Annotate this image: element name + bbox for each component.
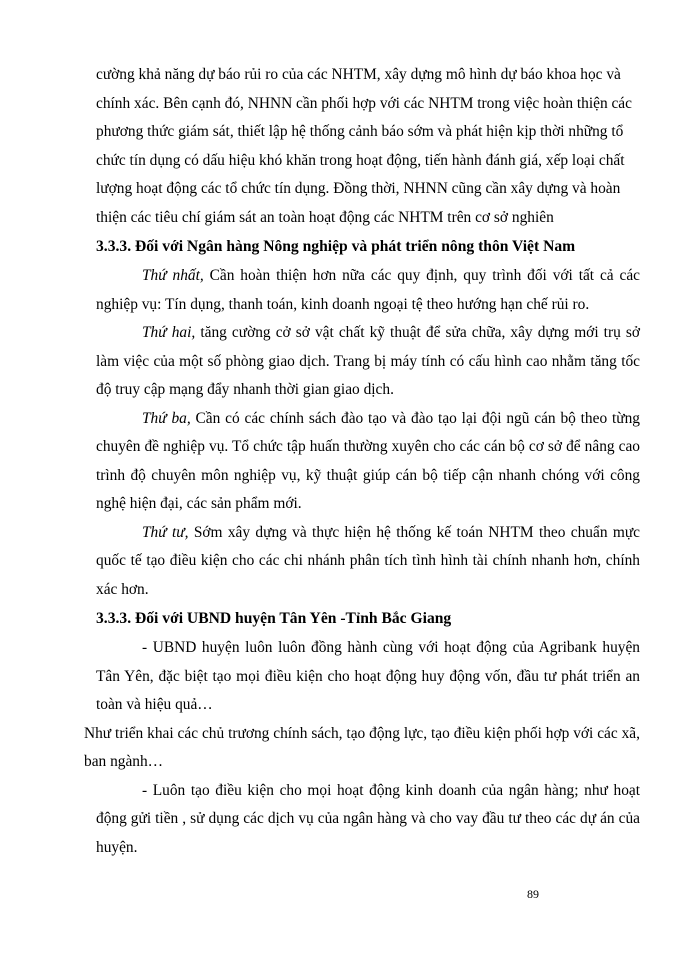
section-heading-agribank: 3.3.3. Đối với Ngân hàng Nông nghiệp và phát triển nông thôn Việt Nam bbox=[96, 238, 576, 255]
document-page bbox=[84, 61, 641, 862]
ubnd-paragraph-1: - UBND huyện luôn luôn đồng hành cùng với hoạt động của Agribank huyện Tân Yên, đặc biệt tạo mọi điều kiện cho hoạt động huy động vốn, đầu tư phát triển an toàn và hiệu quả… bbox=[96, 639, 640, 713]
first-point-body: Cần hoàn thiện hơn nữa các quy định, quy trình đối với tất cả các nghiệp vụ: Tín dụng, thanh toán, kinh doanh ngoại tệ theo hướng hạn chế rủi ro. bbox=[96, 267, 640, 313]
second-point-lead: Thứ hai, bbox=[142, 324, 196, 341]
second-point-paragraph bbox=[96, 319, 640, 405]
third-point-lead: Thứ ba, bbox=[142, 409, 191, 427]
second-point-body: tăng cường cở sở vật chất kỹ thuật để sửa chữa, xây dựng mới trụ sở làm việc của một số phòng giao dịch. Trang bị máy tính có cấu hình cao nhằm tăng tốc độ truy cập mạng đẩy nhanh thời gian giao dịch. bbox=[96, 324, 640, 398]
first-point-paragraph bbox=[96, 262, 640, 319]
section-heading-ubnd: 3.3.3. Đối với UBND huyện Tân Yên -Tỉnh Bắc Giang bbox=[96, 610, 452, 627]
first-point-lead: Thứ nhất, bbox=[142, 267, 204, 284]
fourth-point-body: Sớm xây dựng và thực hiện hệ thống kế toán NHTM theo chuẩn mực quốc tế tạo điều kiện cho các chi nhánh phân tích tình hình tài chính nhanh hơn, chính xác hơn. bbox=[96, 523, 641, 598]
page-number: 89 bbox=[527, 887, 539, 901]
ubnd-paragraph-3: - Luôn tạo điều kiện cho mọi hoạt động kinh doanh của ngân hàng; như hoạt động gửi tiền , sử dụng các dịch vụ của ngân hàng và cho vay đầu tư theo các dự án của huyện. bbox=[96, 781, 640, 856]
fourth-point-paragraph bbox=[96, 519, 640, 605]
intro-paragraph: cường khả năng dự báo rủi ro của các NHTM, xây dựng mô hình dự báo khoa học và chính xác. Bên cạnh đó, NHNN cần phối hợp với các NHTM trong việc hoàn thiện các phương thức giám sát, thiết lập hệ thống cảnh báo sớm và phát hiện kịp thời những tổ chức tín dụng có dấu hiệu khó khăn trong hoạt động, tiến hành đánh giá, xếp loại chất lượng hoạt động các tổ chức tín dụng. Đồng thời, NHNN cũng cần xây dựng và hoàn thiện các tiêu chí giám sát an toàn hoạt động các NHTM trên cơ sở nghiên bbox=[96, 66, 632, 226]
third-point-body: Cần có các chính sách đào tạo và đào tạo lại đội ngũ cán bộ theo từng chuyên đề nghiệp vụ. Tổ chức tập huấn thường xuyên cho các cán bộ cơ sở để nâng cao trình độ chuyên môn nghiệp vụ, kỹ thuật giúp cán bộ tiếp cận nhanh chóng với công nghệ hiện đại, các sản phẩm mới. bbox=[96, 409, 640, 512]
fourth-point-lead: Thứ tư, bbox=[142, 523, 189, 541]
third-point-paragraph bbox=[96, 405, 640, 519]
ubnd-paragraph-2: Như triển khai các chủ trương chính sách, tạo động lực, tạo điều kiện phối hợp với các xã, ban ngành… bbox=[84, 724, 640, 770]
